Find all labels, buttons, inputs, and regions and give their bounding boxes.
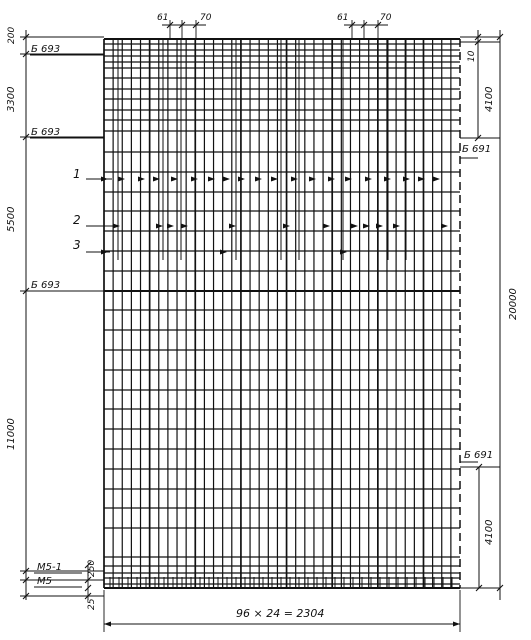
mesh-arrow-row2	[351, 224, 358, 229]
dim-4100-top: 4100	[484, 86, 495, 112]
label-m5-1: М5-1	[37, 562, 62, 573]
label-b691-upper: Б 691	[462, 144, 492, 155]
mesh-arrow-row1	[309, 177, 316, 182]
label-b693-low: Б 693	[31, 280, 61, 291]
mesh-arrow-row2	[376, 224, 383, 229]
reinforcement-mesh	[104, 39, 460, 588]
dim-arrow	[453, 622, 460, 627]
position-marker-3: 3	[73, 238, 81, 252]
dim-250: 250	[87, 559, 97, 577]
dim-61-left: 61	[157, 13, 169, 23]
mesh-arrow-row1	[223, 177, 230, 182]
dim-61-right: 61	[337, 13, 349, 23]
dim-200: 200	[7, 26, 17, 44]
mesh-arrow-row2	[323, 224, 330, 229]
mesh-arrow-row1	[433, 177, 440, 182]
mesh-arrow-row3	[220, 250, 227, 255]
dim-arrow	[104, 622, 111, 627]
mesh-arrow-row1	[291, 177, 298, 182]
label-b691-lower: Б 691	[464, 450, 494, 461]
dim-20000: 20000	[508, 288, 519, 320]
mesh-arrow-row2	[113, 224, 120, 229]
mesh-arrow-row1	[118, 177, 125, 182]
dim-11000: 11000	[6, 418, 17, 450]
dim-3300: 3300	[6, 86, 17, 112]
label-m5: М5	[37, 576, 52, 587]
dim-total-width: 96 × 24 = 2304	[236, 607, 325, 620]
dim-5500: 5500	[6, 206, 17, 232]
mesh-arrow-row2	[229, 224, 236, 229]
mesh-arrow-row2	[181, 224, 188, 229]
mesh-arrow-row2	[167, 224, 174, 229]
mesh-arrow-row1	[255, 177, 262, 182]
position-marker-1: 1	[73, 167, 81, 181]
label-b693-top: Б 693	[31, 44, 61, 55]
mesh-arrow-row2	[441, 224, 448, 229]
mesh-arrow-row2	[156, 224, 163, 229]
position-marker-2: 2	[73, 213, 81, 227]
mesh-arrow-row1	[138, 177, 145, 182]
label-b693-mid: Б 693	[31, 127, 61, 138]
dim-4100-bottom: 4100	[484, 519, 495, 545]
dim-70-left: 70	[200, 13, 212, 23]
dim-70-right: 70	[380, 13, 392, 23]
dimension-lines	[20, 20, 503, 632]
dim-10: 10	[467, 50, 477, 62]
dim-25: 25	[87, 598, 97, 610]
